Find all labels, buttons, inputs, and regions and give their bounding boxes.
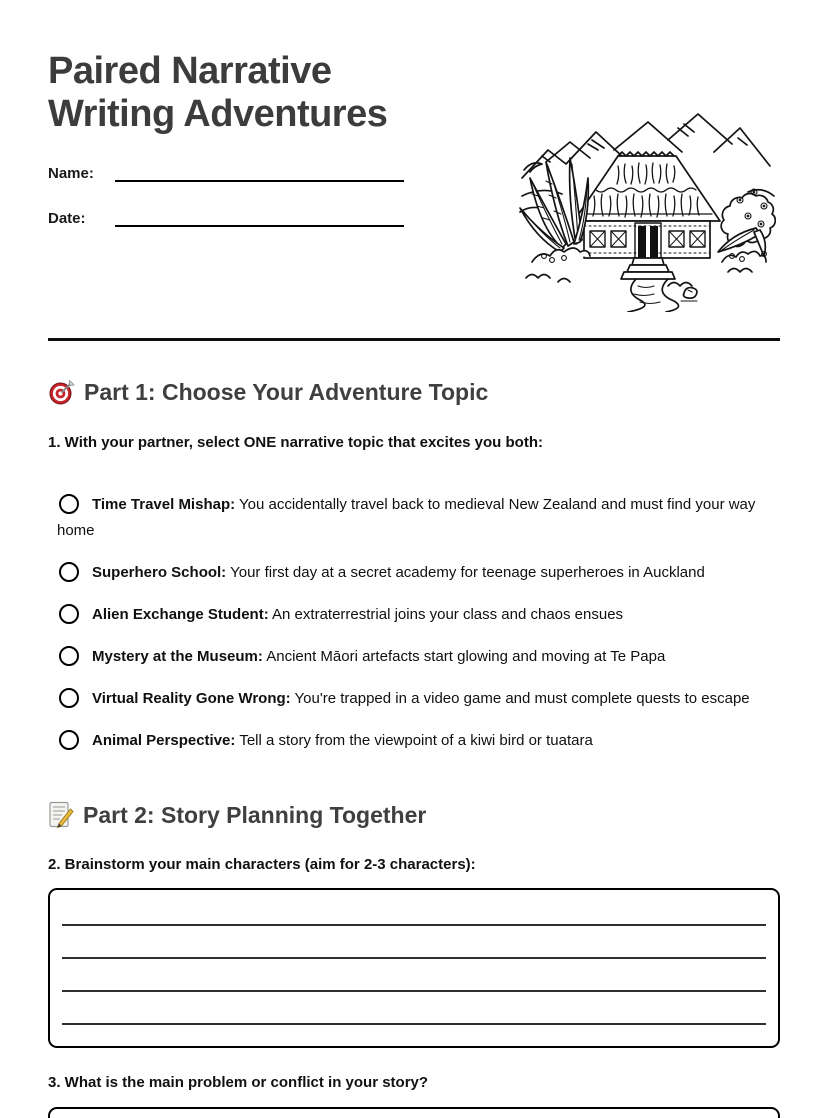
name-label: Name: [48, 165, 94, 182]
header [48, 50, 780, 338]
option-description: An extraterrestrial joins your class and chaos ensues [272, 606, 624, 623]
option-time-travel-mishap [57, 492, 769, 544]
page-title-line-1: Paired Narrative [48, 50, 332, 92]
option-label: Superhero School: [92, 564, 227, 581]
option-alien-exchange-student [57, 602, 769, 628]
question-2: 2. Brainstorm your main characters (aim for 2-3 characters): [48, 856, 476, 873]
section-divider [48, 338, 780, 341]
option-label: Virtual Reality Gone Wrong: [92, 690, 291, 707]
whare-illustration [518, 100, 776, 312]
part2-heading [48, 800, 780, 830]
option-description: Ancient Māori artefacts start glowing and moving at Te Papa [266, 648, 666, 665]
option-label: Animal Perspective: [92, 732, 236, 749]
topic-options-list [57, 492, 769, 754]
option-animal-perspective [57, 728, 769, 754]
answer-writing-line [62, 992, 766, 1025]
date-input-line[interactable] [115, 207, 404, 227]
question-3: 3. What is the main problem or conflict in your story? [48, 1074, 429, 1091]
radio-virtual-reality-gone-wrong[interactable] [59, 688, 79, 708]
part2-heading-text: Part 2: Story Planning Together [83, 802, 427, 828]
option-label: Mystery at the Museum: [92, 648, 263, 665]
option-mystery-at-the-museum [57, 644, 769, 670]
page-title-line-2: Writing Adventures [48, 93, 388, 135]
answer-writing-line [62, 893, 766, 926]
name-field-row [48, 160, 404, 182]
date-label: Date: [48, 210, 86, 227]
radio-mystery-at-the-museum[interactable] [59, 646, 79, 666]
radio-superhero-school[interactable] [59, 562, 79, 582]
dart-target-icon [48, 379, 75, 406]
radio-animal-perspective[interactable] [59, 730, 79, 750]
characters-answer-box[interactable] [48, 888, 780, 1048]
name-input-line[interactable] [115, 162, 404, 182]
option-label: Time Travel Mishap: [92, 496, 236, 513]
part1-heading-text: Part 1: Choose Your Adventure Topic [84, 379, 489, 405]
option-superhero-school [57, 560, 769, 586]
option-description: You're trapped in a video game and must complete quests to escape [294, 690, 750, 707]
radio-time-travel-mishap[interactable] [59, 494, 79, 514]
option-description: You accidentally travel back to medieval New Zealand and must find your way home [57, 496, 756, 539]
option-virtual-reality-gone-wrong [57, 686, 769, 712]
answer-writing-line [62, 926, 766, 959]
option-description: Tell a story from the viewpoint of a kiwi bird or tuatara [239, 732, 593, 749]
option-description: Your first day at a secret academy for teenage superheroes in Auckland [230, 564, 705, 581]
question-1: 1. With your partner, select ONE narrative topic that excites you both: [48, 434, 543, 451]
memo-icon [48, 801, 74, 829]
conflict-answer-box[interactable] [48, 1107, 780, 1118]
date-field-row [48, 205, 404, 227]
option-label: Alien Exchange Student: [92, 606, 269, 623]
part1-heading [48, 377, 780, 407]
radio-alien-exchange-student[interactable] [59, 604, 79, 624]
answer-writing-line [62, 959, 766, 992]
